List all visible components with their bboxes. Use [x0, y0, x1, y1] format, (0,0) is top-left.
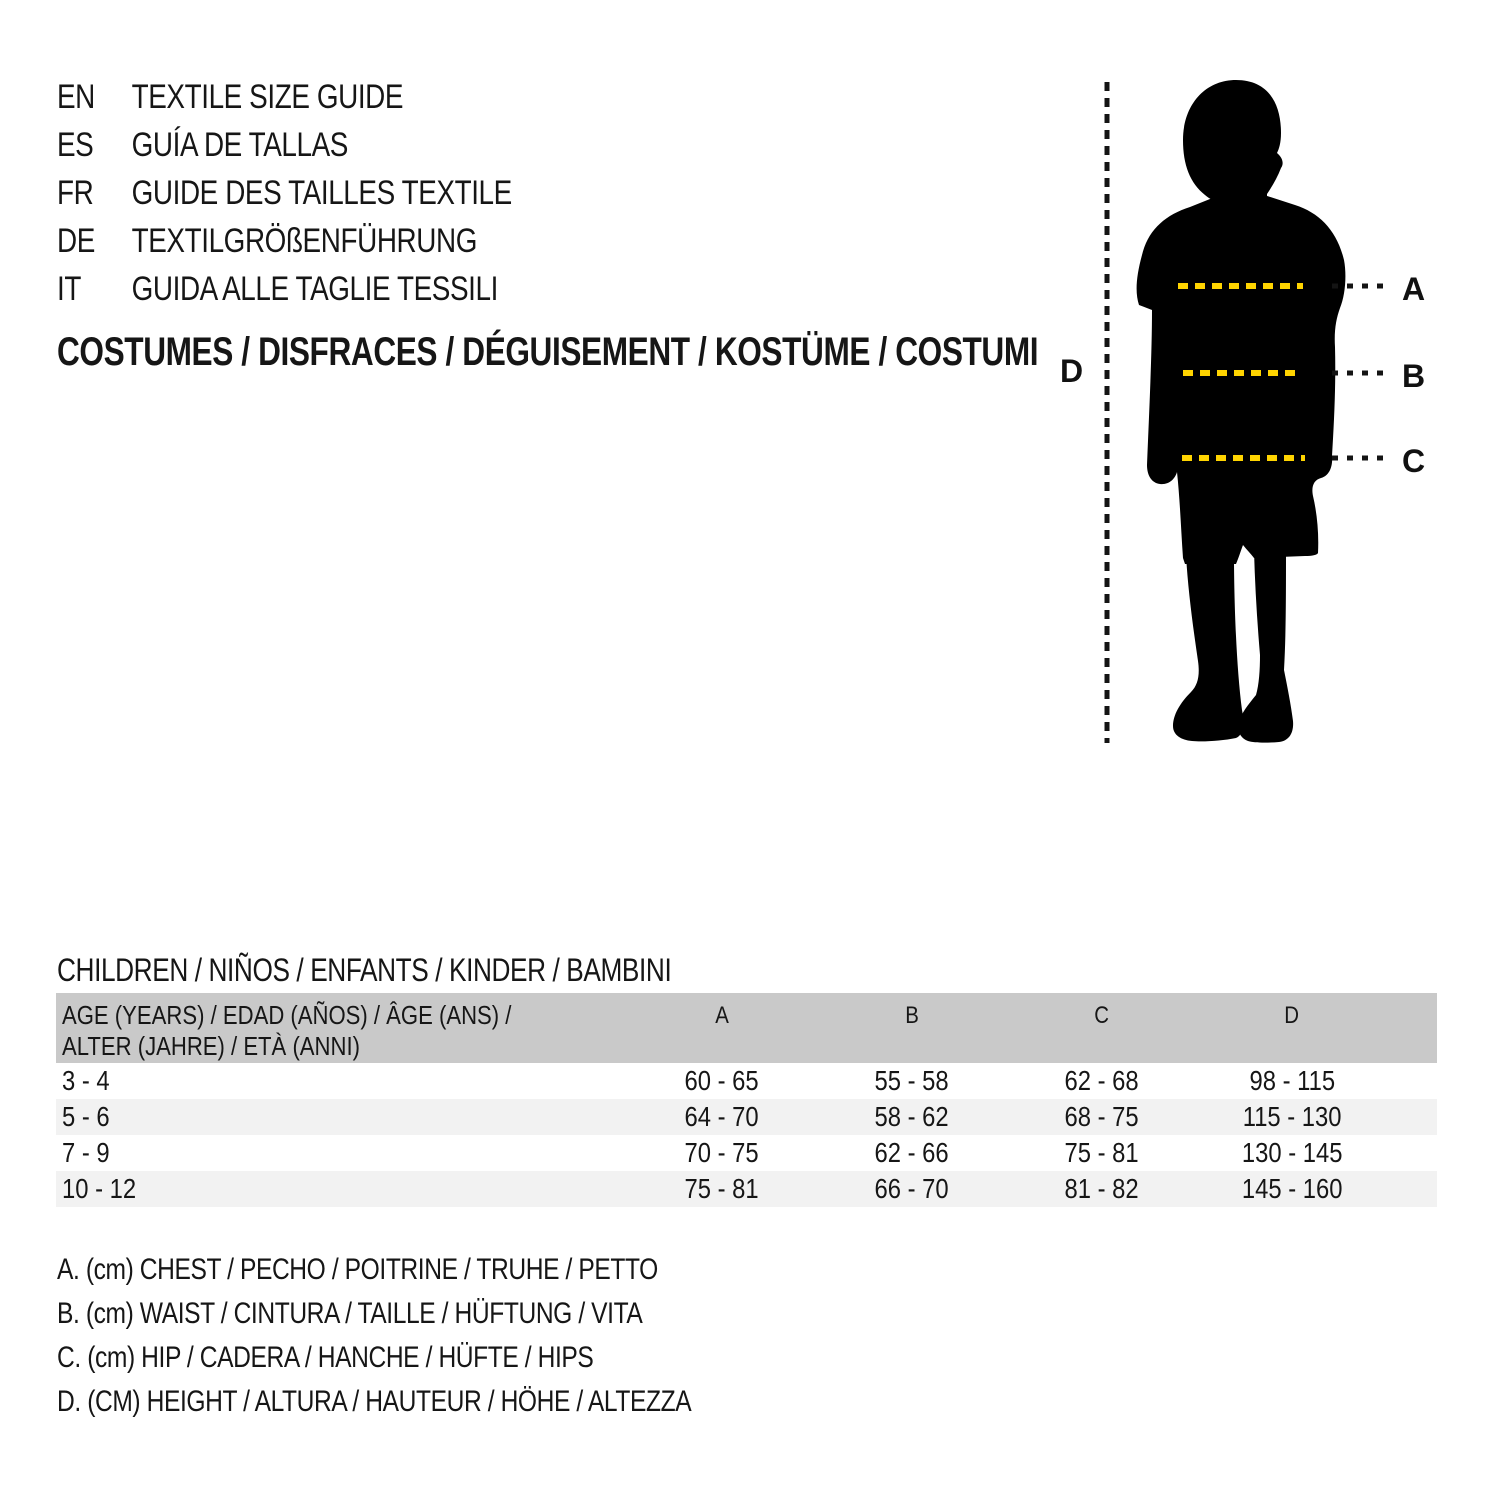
child-silhouette-icon: [1137, 80, 1346, 743]
figure-label-b: B: [1402, 358, 1426, 394]
col-header-d: D: [1284, 1002, 1300, 1029]
table-row: [56, 1135, 1437, 1171]
value-cell-b: 62 - 66: [874, 1137, 950, 1168]
table-row: [56, 1099, 1437, 1135]
age-header-cell: [56, 993, 627, 1063]
legend-line-height: D. (CM) HEIGHT / ALTURA / HAUTEUR / HÖHE / ALTEZZA: [57, 1385, 692, 1418]
lang-label: GUIDE DES TAILLES TEXTILE: [131, 174, 512, 212]
age-header-line2: ALTER (JAHRE) / ETÀ (ANNI): [62, 1031, 360, 1061]
lang-code: IT: [57, 270, 81, 308]
measurement-figure: [1040, 55, 1500, 755]
lang-label: GUIDA ALLE TAGLIE TESSILI: [131, 270, 498, 308]
age-cell: 5 - 6: [62, 1101, 110, 1132]
lang-row-en: [57, 73, 512, 121]
value-cell-a: 75 - 81: [684, 1173, 760, 1204]
measurement-legend: [57, 1248, 830, 1424]
col-header-c: C: [1094, 1002, 1110, 1029]
value-cell-c: 75 - 81: [1064, 1137, 1140, 1168]
lang-label: TEXTILE SIZE GUIDE: [131, 78, 404, 116]
table-row: [56, 1171, 1437, 1207]
lang-label: GUÍA DE TALLAS: [131, 126, 348, 164]
lang-row-it: [57, 265, 512, 313]
age-cell: 10 - 12: [62, 1173, 137, 1204]
value-cell-c: 68 - 75: [1064, 1101, 1140, 1132]
legend-line-chest: A. (cm) CHEST / PECHO / POITRINE / TRUHE / PETTO: [57, 1253, 658, 1286]
lang-label: TEXTILGRÖßENFÜHRUNG: [131, 222, 477, 260]
value-cell-d: 115 - 130: [1242, 1101, 1342, 1132]
table-row: [56, 1063, 1437, 1099]
lang-code: EN: [57, 78, 95, 116]
lang-row-de: [57, 217, 512, 265]
value-cell-b: 66 - 70: [874, 1173, 950, 1204]
figure-label-c: C: [1402, 443, 1426, 479]
value-cell-c: 81 - 82: [1064, 1173, 1140, 1204]
value-cell-d: 130 - 145: [1241, 1137, 1343, 1168]
figure-label-d: D: [1060, 353, 1084, 389]
size-table: [56, 993, 1437, 1207]
lang-code: DE: [57, 222, 95, 260]
lang-code: FR: [57, 174, 94, 212]
value-cell-d: 145 - 160: [1241, 1173, 1343, 1204]
age-header-line1: AGE (YEARS) / EDAD (AÑOS) / ÂGE (ANS) /: [62, 1000, 512, 1030]
value-cell-a: 70 - 75: [684, 1137, 760, 1168]
value-cell-a: 64 - 70: [684, 1101, 760, 1132]
lang-code: ES: [57, 126, 94, 164]
age-cell: 3 - 4: [62, 1065, 110, 1096]
lang-row-fr: [57, 169, 512, 217]
col-header-a: A: [715, 1002, 729, 1029]
col-header-b: B: [905, 1002, 919, 1029]
value-cell-c: 62 - 68: [1064, 1065, 1140, 1096]
language-list: [57, 73, 612, 313]
lang-row-es: [57, 121, 512, 169]
legend-line-hip: C. (cm) HIP / CADERA / HANCHE / HÜFTE / HIPS: [57, 1341, 594, 1374]
figure-label-a: A: [1402, 271, 1426, 307]
legend-line-waist: B. (cm) WAIST / CINTURA / TAILLE / HÜFTUNG / VITA: [57, 1297, 643, 1330]
section-heading-children: CHILDREN / NIÑOS / ENFANTS / KINDER / BAMBINI: [57, 952, 672, 988]
value-cell-b: 55 - 58: [874, 1065, 950, 1096]
value-cell-a: 60 - 65: [684, 1065, 760, 1096]
age-cell: 7 - 9: [62, 1137, 110, 1168]
value-cell-b: 58 - 62: [874, 1101, 950, 1132]
table-header-row: [56, 993, 1437, 1063]
value-cell-d: 98 - 115: [1249, 1065, 1335, 1096]
category-heading: COSTUMES / DISFRACES / DÉGUISEMENT / KOSTÜME / COSTUMI: [57, 330, 1039, 374]
